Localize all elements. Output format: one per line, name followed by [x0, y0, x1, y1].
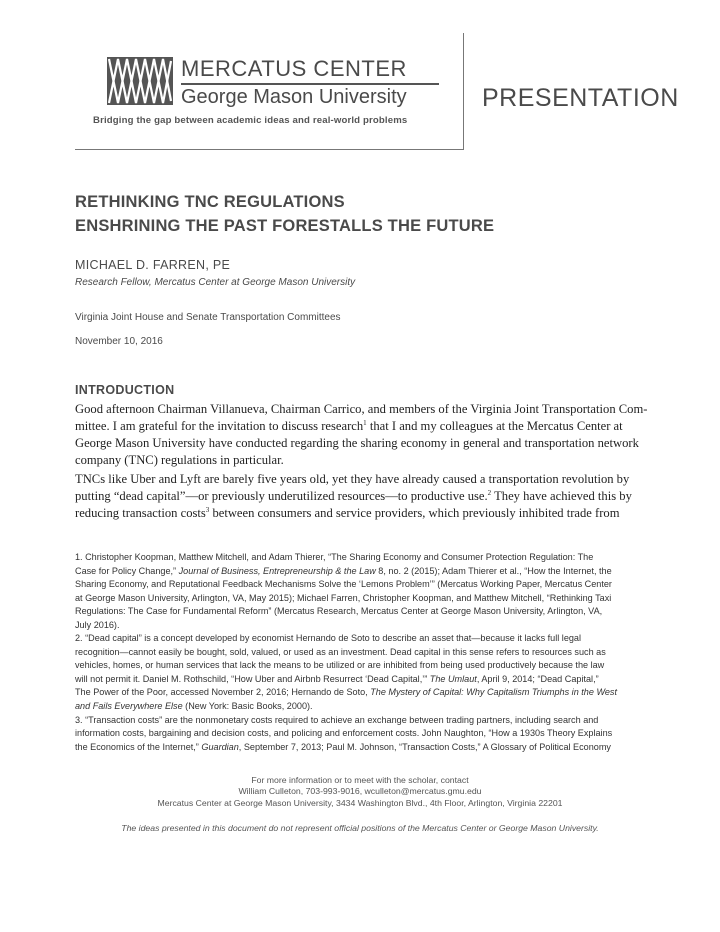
document-type: PRESENTATION: [482, 84, 679, 112]
footnote-ref-3[interactable]: 3: [205, 505, 210, 514]
footnote-line: recognition—cannot easily be bought, sold, valued, or used as an investment. Dead capital in this sense refers to resources such as: [75, 646, 606, 657]
disclaimer: The ideas presented in this document do not represent official positions of the Mercatus Center or George Mason University.: [121, 823, 599, 833]
subtitle-line: ENSHRINING THE PAST FORESTALLS THE FUTURE: [75, 217, 495, 235]
text-line: reducing transaction costs$^3$ between consumers and service providers, which previously inhibited trade from: [75, 505, 620, 520]
venue: Virginia Joint House and Senate Transportation Committees: [75, 312, 341, 323]
text-line: George Mason University have conducted regarding the sharing economy in general and transportation network: [75, 436, 639, 450]
logo-divider: [181, 83, 439, 85]
header-horizontal-rule: [75, 149, 464, 150]
text-line: mittee. I am grateful for the invitation to discuss research$^1$ that I and my colleagues at the Mercatus Center at: [75, 418, 623, 433]
footnote-ref-2[interactable]: 2: [487, 488, 492, 497]
footnote-line: Case for Policy Change,” Journal of Business, Entrepreneurship & the Law 8, no. 2 (2015); Adam Thierer et al., “How the Internet, the: [75, 565, 612, 576]
footnote-line: the Economics of the Internet,” Guardian, September 7, 2013; Paul M. Johnson, “Transaction Costs,” A Glossary of Political Economy: [75, 741, 611, 752]
university-name: George Mason University: [181, 86, 407, 108]
footnote-line: vehicles, homes, or human services that lack the means to be utilized or are inhibited from being used productively because the law: [75, 660, 605, 671]
paragraph: [75, 401, 646, 469]
footer-line: For more information or to meet with the scholar, contact: [251, 775, 469, 785]
footnote-line: Sharing Economy, and Reputational Feedback Mechanisms Solve the ‘Lemons Problem’” (Mercatus Working Paper, Mercatus Center: [75, 579, 612, 590]
footnote-line: 1. Christopher Koopman, Matthew Mitchell, and Adam Thierer, “The Sharing Economy and Consumer Protection Regulation: The: [75, 552, 594, 562]
text-line: Good afternoon Chairman Villanueva, Chairman Carrico, and members of the Virginia Joint Transportation Com-: [75, 402, 648, 416]
footnote-line: will not permit it. Daniel M. Rothschild, “How Uber and Airbnb Resurrect ‘Dead Capital,’” The Umlaut, April 9, 2014; “Dead Capital,”: [75, 673, 599, 684]
text-line: putting “dead capital”—or previously underutilized resources—to productive use.$^2$ They have achieved this by: [75, 488, 632, 503]
presentation-date: November 10, 2016: [75, 336, 163, 347]
footnotes: [75, 551, 650, 754]
page-footer: [0, 775, 720, 809]
mercatus-logo-icon: [107, 57, 173, 105]
author-role: Research Fellow, Mercatus Center at George Mason University: [75, 277, 356, 288]
footnote-line: 3. “Transaction costs” are the nonmonetary costs required to achieve an exchange between trading partners, including search and: [75, 714, 599, 725]
document-title: [75, 190, 494, 238]
footnote-line: information costs, bargaining and decision costs, and policing and enforcement costs. John Naughton, “How a 1930s Theory Explains: [75, 728, 613, 739]
footnote-ref-1[interactable]: 1: [363, 418, 367, 427]
title-line: RETHINKING TNC REGULATIONS: [75, 193, 345, 211]
footnote-line: and Fails Everywhere Else (New York: Basic Books, 2000).: [75, 701, 313, 712]
footnote-line: The Power of the Poor, accessed November 2, 2016; Hernando de Soto, The Mystery of Capital: Why Capitalism Triumphs in the West: [75, 687, 618, 698]
contact-line[interactable]: William Culleton, 703-993-9016, wculleton@mercatus.gmu.edu: [238, 786, 482, 797]
section-heading: INTRODUCTION: [75, 383, 175, 397]
footnote-line: 2. “Dead capital” is a concept developed by economist Hernando de Soto to describe an asset that—because it lacks full legal: [75, 633, 582, 644]
footnote-line: Regulations: The Case for Fundamental Reform” (Mercatus Research, Mercatus Center at George Mason University, Arlington, VA,: [75, 606, 603, 617]
footnote-line: at George Mason University, Arlington, VA, May 2015); Michael Farren, Christopher Koopman, and Matthew Mitchell, “Rethinking Taxi: [75, 592, 612, 603]
author-name: MICHAEL D. FARREN, PE: [75, 258, 231, 272]
header-vertical-rule: [463, 33, 464, 149]
footnote-line: July 2016).: [75, 619, 120, 630]
org-tagline: Bridging the gap between academic ideas and real-world problems: [93, 115, 408, 126]
org-name: MERCATUS CENTER: [181, 56, 407, 81]
text-line: company (TNC) regulations in particular.: [75, 453, 284, 467]
text-line: TNCs like Uber and Lyft are barely five years old, yet they have already caused a transportation revolution by: [75, 472, 630, 486]
address-line: Mercatus Center at George Mason University, 3434 Washington Blvd., 4th Floor, Arlington, Virginia 22201: [157, 797, 563, 808]
page-header: [0, 0, 720, 150]
paragraph: [75, 471, 646, 522]
